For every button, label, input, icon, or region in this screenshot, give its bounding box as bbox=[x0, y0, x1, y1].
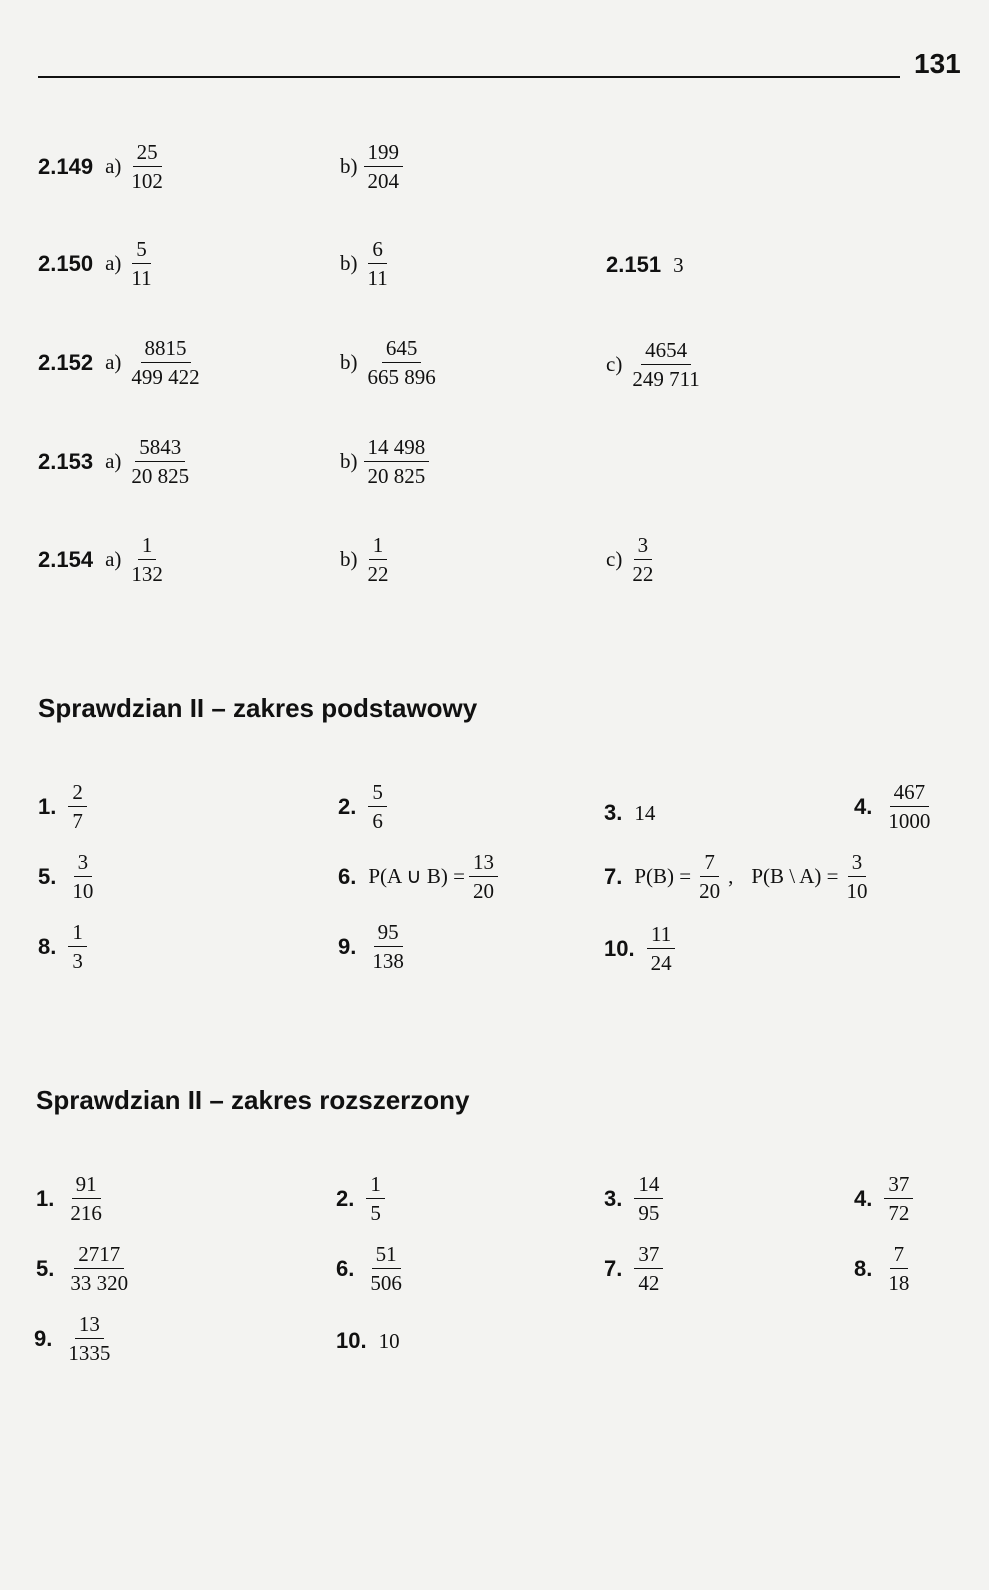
page-number: 131 bbox=[914, 48, 961, 79]
part-label: b) bbox=[340, 251, 358, 276]
extended-answer-5 bbox=[36, 1242, 132, 1295]
numerator: 6 bbox=[368, 237, 387, 264]
question-number: 10. bbox=[604, 935, 635, 961]
extended-answer-8 bbox=[854, 1242, 913, 1295]
denominator: 3 bbox=[72, 949, 83, 974]
fraction bbox=[628, 338, 703, 391]
basic-answer-3 bbox=[604, 800, 655, 826]
numerator: 95 bbox=[374, 920, 403, 947]
fraction bbox=[127, 140, 167, 193]
fraction bbox=[368, 920, 408, 973]
basic-answer-8 bbox=[38, 920, 87, 973]
part-label: a) bbox=[105, 350, 122, 375]
denominator: 204 bbox=[367, 169, 399, 194]
question-number: 2. bbox=[338, 793, 357, 819]
question-number: 7. bbox=[604, 1255, 623, 1281]
answer-value: 3 bbox=[673, 252, 684, 277]
question-number: 4. bbox=[854, 793, 873, 819]
fraction bbox=[634, 1242, 663, 1295]
numerator: 4654 bbox=[641, 338, 691, 365]
question-number: 2. bbox=[336, 1185, 355, 1211]
numerator: 1 bbox=[138, 533, 157, 560]
denominator: 10 bbox=[72, 879, 94, 904]
probability-expression: P(B) = bbox=[634, 864, 692, 889]
answer-2-154-c bbox=[606, 533, 657, 586]
header-rule bbox=[38, 76, 900, 78]
fraction bbox=[64, 1312, 114, 1365]
answer-value: 10 bbox=[378, 1328, 400, 1353]
fraction bbox=[634, 1172, 663, 1225]
denominator: 24 bbox=[650, 951, 672, 976]
numerator: 2717 bbox=[74, 1242, 124, 1269]
denominator: 506 bbox=[370, 1271, 402, 1296]
extended-answer-6 bbox=[336, 1242, 406, 1295]
part-label: c) bbox=[606, 352, 623, 377]
question-number: 1. bbox=[36, 1185, 55, 1211]
question-number: 5. bbox=[36, 1255, 55, 1281]
fraction bbox=[884, 780, 934, 833]
probability-expression: P(A ∪ B) = bbox=[368, 864, 466, 889]
numerator: 3 bbox=[848, 850, 867, 877]
question-number: 7. bbox=[604, 863, 623, 889]
numerator: 8815 bbox=[141, 336, 191, 363]
exercise-number: 2.149 bbox=[38, 153, 94, 179]
question-number: 10. bbox=[336, 1328, 367, 1353]
extended-answer-10 bbox=[336, 1328, 400, 1354]
probability-expression: P(B \ A) = bbox=[751, 864, 839, 889]
answer-2-149 bbox=[38, 140, 167, 193]
part-label: a) bbox=[105, 251, 122, 276]
denominator: 95 bbox=[638, 1201, 660, 1226]
numerator: 91 bbox=[72, 1172, 101, 1199]
part-label: a) bbox=[105, 449, 122, 474]
denominator: 1000 bbox=[888, 809, 931, 834]
question-number: 9. bbox=[338, 933, 357, 959]
numerator: 5 bbox=[132, 237, 151, 264]
answer-2-152-b bbox=[340, 336, 440, 389]
answer-2-153-b bbox=[340, 435, 429, 488]
question-number: 6. bbox=[336, 1255, 355, 1281]
denominator: 22 bbox=[367, 562, 389, 587]
part-label: b) bbox=[340, 449, 358, 474]
basic-answer-5 bbox=[38, 850, 97, 903]
extended-answer-1 bbox=[36, 1172, 106, 1225]
basic-answer-10 bbox=[604, 922, 676, 975]
basic-answer-7 bbox=[604, 850, 871, 903]
answer-2-150 bbox=[38, 237, 156, 290]
denominator: 11 bbox=[131, 266, 152, 291]
answer-2-152 bbox=[38, 336, 204, 389]
fraction bbox=[884, 1242, 913, 1295]
denominator: 7 bbox=[72, 809, 83, 834]
numerator: 199 bbox=[364, 140, 404, 167]
question-number: 8. bbox=[854, 1255, 873, 1281]
denominator: 11 bbox=[367, 266, 388, 291]
fraction bbox=[66, 1242, 132, 1295]
part-label: c) bbox=[606, 547, 623, 572]
denominator: 20 825 bbox=[367, 464, 426, 489]
part-label: a) bbox=[105, 154, 122, 179]
fraction bbox=[368, 780, 387, 833]
fraction bbox=[366, 1172, 385, 1225]
exercise-number: 2.150 bbox=[38, 250, 94, 276]
extended-answer-4 bbox=[854, 1172, 913, 1225]
basic-answer-1 bbox=[38, 780, 87, 833]
numerator: 25 bbox=[133, 140, 162, 167]
fraction bbox=[364, 336, 440, 389]
numerator: 467 bbox=[890, 780, 930, 807]
denominator: 20 bbox=[699, 879, 721, 904]
numerator: 1 bbox=[369, 533, 388, 560]
numerator: 5843 bbox=[135, 435, 185, 462]
fraction bbox=[884, 1172, 913, 1225]
question-number: 3. bbox=[604, 1185, 623, 1211]
question-number: 4. bbox=[854, 1185, 873, 1211]
numerator: 2 bbox=[68, 780, 87, 807]
question-number: 1. bbox=[38, 793, 57, 819]
numerator: 13 bbox=[469, 850, 498, 877]
question-number: 3. bbox=[604, 800, 623, 825]
fraction bbox=[127, 435, 193, 488]
fraction bbox=[364, 435, 430, 488]
fraction bbox=[68, 850, 97, 903]
fraction bbox=[127, 533, 167, 586]
numerator: 7 bbox=[890, 1242, 909, 1269]
numerator: 3 bbox=[74, 850, 93, 877]
numerator: 37 bbox=[884, 1172, 913, 1199]
exercise-number: 2.154 bbox=[38, 546, 94, 572]
numerator: 37 bbox=[634, 1242, 663, 1269]
exercise-number: 2.152 bbox=[38, 349, 94, 375]
fraction bbox=[66, 1172, 106, 1225]
denominator: 18 bbox=[888, 1271, 910, 1296]
numerator: 1 bbox=[366, 1172, 385, 1199]
denominator: 22 bbox=[632, 562, 654, 587]
extended-answer-3 bbox=[604, 1172, 663, 1225]
answer-2-150-b bbox=[340, 237, 392, 290]
fraction bbox=[364, 140, 404, 193]
answer-2-154 bbox=[38, 533, 167, 586]
basic-answer-2 bbox=[338, 780, 387, 833]
fraction bbox=[647, 922, 676, 975]
denominator: 216 bbox=[70, 1201, 102, 1226]
part-label: b) bbox=[340, 350, 358, 375]
fraction bbox=[842, 850, 871, 903]
answer-2-153 bbox=[38, 435, 193, 488]
question-number: 8. bbox=[38, 933, 57, 959]
numerator: 13 bbox=[75, 1312, 104, 1339]
separator: , bbox=[728, 864, 734, 889]
part-label: b) bbox=[340, 547, 358, 572]
fraction bbox=[364, 237, 392, 290]
denominator: 5 bbox=[370, 1201, 381, 1226]
numerator: 7 bbox=[700, 850, 719, 877]
denominator: 42 bbox=[638, 1271, 660, 1296]
denominator: 132 bbox=[131, 562, 163, 587]
numerator: 51 bbox=[372, 1242, 401, 1269]
numerator: 14 bbox=[634, 1172, 663, 1199]
denominator: 20 825 bbox=[131, 464, 190, 489]
denominator: 33 320 bbox=[70, 1271, 129, 1296]
denominator: 249 711 bbox=[632, 367, 700, 392]
extended-answer-9 bbox=[34, 1312, 114, 1365]
fraction bbox=[68, 780, 87, 833]
fraction bbox=[364, 533, 393, 586]
extended-answer-7 bbox=[604, 1242, 663, 1295]
section-heading-extended: Sprawdzian II – zakres rozszerzony bbox=[36, 1085, 470, 1115]
denominator: 10 bbox=[846, 879, 868, 904]
exercise-number: 2.151 bbox=[606, 252, 662, 277]
basic-answer-4 bbox=[854, 780, 934, 833]
fraction bbox=[68, 920, 87, 973]
numerator: 3 bbox=[634, 533, 653, 560]
fraction bbox=[127, 336, 203, 389]
fraction bbox=[127, 237, 155, 290]
denominator: 665 896 bbox=[367, 365, 436, 390]
fraction bbox=[469, 850, 498, 903]
basic-answer-6 bbox=[338, 850, 498, 903]
answer-2-149-b bbox=[340, 140, 403, 193]
denominator: 499 422 bbox=[131, 365, 200, 390]
fraction bbox=[695, 850, 724, 903]
section-heading-basic: Sprawdzian II – zakres podstawowy bbox=[38, 693, 478, 723]
numerator: 14 498 bbox=[364, 435, 430, 462]
answer-2-151 bbox=[606, 252, 684, 278]
denominator: 102 bbox=[131, 169, 163, 194]
answer-value: 14 bbox=[634, 800, 656, 825]
denominator: 1335 bbox=[68, 1341, 111, 1366]
denominator: 138 bbox=[372, 949, 404, 974]
exercise-number: 2.153 bbox=[38, 448, 94, 474]
answer-2-152-c bbox=[606, 338, 704, 391]
question-number: 6. bbox=[338, 863, 357, 889]
basic-answer-9 bbox=[338, 920, 408, 973]
part-label: b) bbox=[340, 154, 358, 179]
extended-answer-2 bbox=[336, 1172, 385, 1225]
numerator: 11 bbox=[647, 922, 675, 949]
question-number: 5. bbox=[38, 863, 57, 889]
answer-2-154-b bbox=[340, 533, 393, 586]
denominator: 6 bbox=[372, 809, 383, 834]
denominator: 72 bbox=[888, 1201, 910, 1226]
numerator: 5 bbox=[368, 780, 387, 807]
fraction bbox=[628, 533, 657, 586]
numerator: 1 bbox=[68, 920, 87, 947]
part-label: a) bbox=[105, 547, 122, 572]
question-number: 9. bbox=[34, 1325, 53, 1351]
fraction bbox=[366, 1242, 406, 1295]
denominator: 20 bbox=[473, 879, 495, 904]
numerator: 645 bbox=[382, 336, 422, 363]
